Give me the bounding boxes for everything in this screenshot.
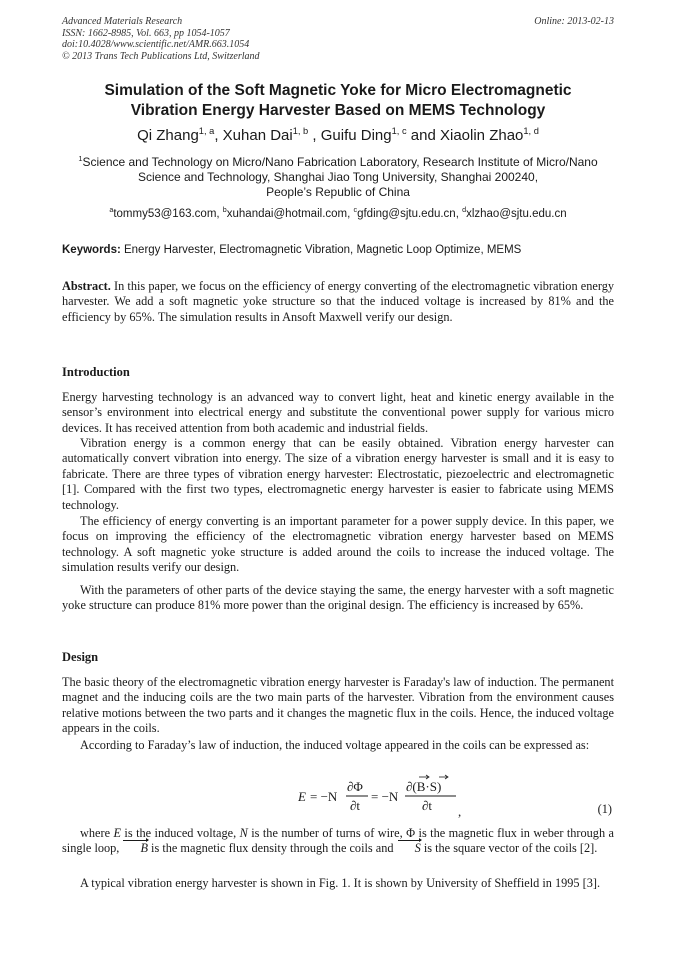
affil-line-3: People’s Republic of China (266, 185, 410, 199)
eq-denominator-1: ∂t (350, 798, 361, 813)
affil-line-2: Science and Technology, Shanghai Jiao Tong University, Shanghai 200240, (137, 170, 539, 184)
issn-line: ISSN: 1662-8985, Vol. 663, pp 1054-1057 (62, 27, 230, 39)
email-address[interactable]: gfding@sjtu.edu.cn (357, 208, 456, 220)
email-address[interactable]: xlzhao@sjtu.edu.cn (466, 208, 567, 220)
text-run: is the number of turns of wire, Φ is the magnetic flux in weber through a single loop, (62, 826, 614, 856)
eq-equals-2: = −N (371, 789, 399, 804)
equation-1 (62, 772, 614, 820)
text-run: is the induced voltage, (121, 826, 240, 840)
design-paragraph-4: A typical vibration energy harvester is shown in Fig. 1. It is shown by University of Sheffield in 1995 [3]. (80, 876, 601, 890)
abstract-label: Abstract. (62, 279, 111, 293)
title-line-2: Vibration Energy Harvester Based on MEMS Technology (130, 102, 546, 119)
abstract (62, 279, 614, 325)
eq-denominator-2: ∂t (422, 798, 433, 813)
eq-equals-1: = −N (310, 789, 338, 804)
author-separator: , (214, 127, 223, 144)
section-heading-introduction: Introduction (62, 365, 130, 379)
symbol-e: E (113, 826, 121, 840)
intro-paragraph-2: Vibration energy is a common energy that can be easily obtained. Vibration energy harvester can automatically convert vibration into energy. The size of a vibration energy harvester is small and it is easy to fabricate. There are three types of vibration energy harvester: Electrostatic, piezoelectric and electromagnetic [1]. Compared with the first two types, electromagnetic energy harvester is easier to fabricate using MEMS technology. (62, 436, 614, 512)
title-line-1: Simulation of the Soft Magnetic Yoke for Micro Electromagnetic (104, 82, 572, 99)
eq-symbol-e: E (298, 789, 306, 804)
paper-title (62, 81, 614, 121)
doi-line: doi:10.4028/www.scientific.net/AMR.663.1054 (62, 39, 250, 50)
email-address[interactable]: tommy53@163.com (113, 208, 217, 220)
author-name: Guifu Ding (320, 127, 392, 144)
design-paragraph-1: The basic theory of the electromagnetic vibration energy harvester is Faraday's law of induction. The permanent magnet and the inducing coils are the two main parts of the harvester. Vibration from the environment causes relative motions between the two parts and it changes the magnetic flux in the coils. Hence, the induced voltage appears in the coils. (62, 675, 614, 736)
author-name: Xuhan Dai (222, 127, 293, 144)
author-affil-mark: 1, b (292, 126, 309, 136)
email-mark: a (109, 206, 114, 215)
email-mark: d (462, 206, 467, 215)
author-affil-mark: 1, d (523, 126, 539, 136)
text-run: is the square vector of the coils [2]. (420, 841, 598, 856)
email-separator: , (216, 208, 223, 220)
email-address[interactable]: xuhandai@hotmail.com (226, 208, 348, 220)
author-list (62, 127, 614, 145)
online-date: Online: 2013-02-13 (534, 16, 614, 27)
intro-paragraph-4: With the parameters of other parts of the device staying the same, the energy harvester with a soft magnetic yoke structure can produce 81% more power than the original design. The efficiency is increased by 65%. (62, 583, 614, 613)
intro-paragraph-1: Energy harvesting technology is an advanced way to convert light, heat and kinetic energy available in the sensor’s environment into electrical energy and substitute the conventional power supply for various micro devices. It has received attention from both academic and industrial fields. (62, 390, 614, 435)
text-run: is the magnetic flux density through the coils and (147, 841, 397, 856)
keywords (62, 243, 614, 257)
design-paragraph-2: According to Faraday’s law of induction, the induced voltage appeared in the coils can be expressed as: (80, 738, 590, 752)
keywords-label: Keywords: (62, 244, 121, 256)
design-paragraph-3 (62, 826, 614, 857)
section-heading-design: Design (62, 650, 99, 664)
symbol-b-vector: B (122, 841, 148, 856)
text-run: where (80, 826, 114, 840)
affil-mark: 1 (78, 154, 83, 163)
eq-numerator-1: ∂Φ (347, 779, 363, 794)
author-name: Xiaolin Zhao (440, 127, 524, 144)
eq-comma: , (458, 804, 462, 819)
abstract-text: In this paper, we focus on the efficiency of energy converting of the electromagnetic vibration energy harvester. We add a soft magnetic yoke structure so that the induced voltage is increased by 81% and the efficiency by 65%. The simulation results in Ansoft Maxwell verify our design. (62, 279, 614, 324)
equation-number: (1) (597, 802, 612, 816)
author-name: Qi Zhang (137, 127, 199, 144)
journal-header (62, 16, 260, 62)
email-separator: , (347, 208, 354, 220)
keywords-text: Energy Harvester, Electromagnetic Vibration, Magnetic Loop Optimize, MEMS (120, 244, 522, 256)
copyright-line: © 2013 Trans Tech Publications Ltd, Switzerland (62, 50, 260, 62)
faraday-equation (298, 772, 468, 820)
affil-line-1: Science and Technology on Micro/Nano Fabrication Laboratory, Research Institute of Micro/Nano (82, 155, 598, 169)
email-separator: , (455, 208, 463, 220)
author-separator: , (308, 127, 321, 144)
symbol-n: N (239, 826, 248, 840)
author-affil-mark: 1, a (198, 126, 215, 136)
email-list (62, 207, 614, 221)
email-mark: b (222, 206, 227, 215)
journal-name: Advanced Materials Research (62, 16, 183, 27)
affiliation (62, 155, 614, 200)
eq-numerator-2: ∂(B·S) (406, 779, 442, 794)
intro-paragraph-3: The efficiency of energy converting is an important parameter for a power supply device. In this paper, we focus on improving the efficiency of the electromagnetic vibration energy harvester based on MEMS technology. A soft magnetic yoke structure is added around the coils to increase the induced voltage. The simulation results verify our design. (62, 514, 614, 575)
email-mark: c (353, 206, 358, 215)
author-affil-mark: 1, c (391, 126, 407, 136)
symbol-s-vector: S (397, 841, 421, 856)
author-separator: and (406, 127, 440, 144)
